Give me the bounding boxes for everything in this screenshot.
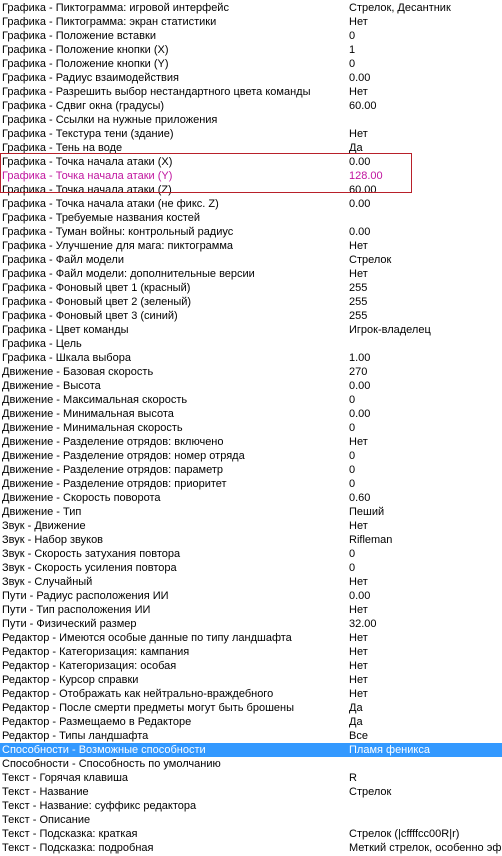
property-row-move-min-speed[interactable] xyxy=(0,421,502,435)
property-name: Движение - Скорость поворота xyxy=(2,492,161,504)
property-row-window-offset[interactable] xyxy=(0,99,502,113)
property-value: Пеший xyxy=(349,506,385,518)
property-row-ui-icon[interactable] xyxy=(0,1,502,15)
property-row-move-type[interactable] xyxy=(0,505,502,519)
property-name: Графика - Улучшение для мага: пиктограмма xyxy=(2,240,234,252)
property-name: Графика - Точка начала атаки (Z) xyxy=(2,184,172,196)
property-name: Редактор - Категоризация: особая xyxy=(2,660,177,672)
property-value: Нет xyxy=(349,520,368,532)
property-name: Редактор - Категоризация: кампания xyxy=(2,646,190,658)
property-value: Игрок-владелец xyxy=(349,324,431,336)
property-name: Текст - Название: суффикс редактора xyxy=(2,800,197,812)
property-value: 0.00 xyxy=(349,198,371,210)
property-value: 128.00 xyxy=(349,170,383,182)
property-value: Да xyxy=(349,716,363,728)
property-value: 0 xyxy=(349,30,356,42)
property-name: Движение - Тип xyxy=(2,506,82,518)
property-name: Графика - Текстура тени (здание) xyxy=(2,128,174,140)
property-value: Нет xyxy=(349,688,368,700)
property-value: 1 xyxy=(349,44,356,56)
property-name: Графика - Файл модели: дополнительные версии xyxy=(2,268,255,280)
property-row-water-shadow[interactable] xyxy=(0,141,502,155)
property-name: Графика - Файл модели xyxy=(2,254,124,266)
property-name: Пути - Тип расположения ИИ xyxy=(2,604,151,616)
property-value: 0.00 xyxy=(349,408,371,420)
property-row-pathing-ai-type[interactable] xyxy=(0,603,502,617)
property-name: Текст - Горячая клавиша xyxy=(2,772,129,784)
property-name: Движение - Минимальная скорость xyxy=(2,422,183,434)
property-value: Нет xyxy=(349,576,368,588)
property-name: Графика - Точка начала атаки (Y) xyxy=(2,170,173,182)
property-row-model-file[interactable] xyxy=(0,253,502,267)
property-value: 32.00 xyxy=(349,618,377,630)
property-name: Звук - Скорость усиления повтора xyxy=(2,562,177,574)
property-row-editor-category-campaign[interactable] xyxy=(0,645,502,659)
property-row-sound-loop-fade-in[interactable] xyxy=(0,561,502,575)
property-value: 255 xyxy=(349,296,368,308)
property-value: Нет xyxy=(349,646,368,658)
property-value: 0.00 xyxy=(349,72,371,84)
property-row-button-pos-y[interactable] xyxy=(0,57,502,71)
property-value: Нет xyxy=(349,436,368,448)
property-name: Графика - Пиктограмма: экран статистики xyxy=(2,16,217,28)
property-name: Графика - Требуемые названия костей xyxy=(2,212,201,224)
property-name: Графика - Фоновый цвет 2 (зеленый) xyxy=(2,296,192,308)
property-name: Графика - Пиктограмма: игровой интерфейс xyxy=(2,2,229,14)
property-value: Да xyxy=(349,142,363,154)
property-value: 60.00 xyxy=(349,100,377,112)
property-row-insert-position[interactable] xyxy=(0,29,502,43)
property-name: Графика - Разрешить выбор нестандартного цвета команды xyxy=(2,86,311,98)
property-row-sound-random[interactable] xyxy=(0,575,502,589)
property-name: Графика - Положение кнопки (X) xyxy=(2,44,169,56)
property-value: Нет xyxy=(349,16,368,28)
property-name: Движение - Разделение отрядов: номер отряда xyxy=(2,450,245,462)
property-row-abilities-normal[interactable] xyxy=(0,743,502,757)
property-value: Стрелок, Десантник xyxy=(349,2,451,14)
property-name: Движение - Минимальная высота xyxy=(2,408,174,420)
property-row-shadow-texture[interactable] xyxy=(0,127,502,141)
property-row-editor-neutral-hostile[interactable] xyxy=(0,687,502,701)
property-name: Движение - Разделение отрядов: приоритет xyxy=(2,478,227,490)
property-value: Нет xyxy=(349,128,368,140)
property-row-caster-upgrade-icon[interactable] xyxy=(0,239,502,253)
property-row-fog-radius[interactable] xyxy=(0,225,502,239)
property-row-launch-z[interactable] xyxy=(0,183,502,197)
property-value: 0.00 xyxy=(349,226,371,238)
property-name: Звук - Скорость затухания повтора xyxy=(2,548,181,560)
property-name: Звук - Набор звуков xyxy=(2,534,104,546)
property-name: Пути - Радиус расположения ИИ xyxy=(2,590,169,602)
property-row-interaction-radius[interactable] xyxy=(0,71,502,85)
property-name: Звук - Случайный xyxy=(2,576,93,588)
property-row-sound-set[interactable] xyxy=(0,533,502,547)
property-name: Движение - Базовая скорость xyxy=(2,366,154,378)
property-name: Графика - Положение вставки xyxy=(2,30,156,42)
property-row-custom-team-color[interactable] xyxy=(0,85,502,99)
property-row-move-base-speed[interactable] xyxy=(0,365,502,379)
property-name: Графика - Шкала выбора xyxy=(2,352,131,364)
property-name: Текст - Подсказка: краткая xyxy=(2,828,138,840)
property-row-launch-x[interactable] xyxy=(0,155,502,169)
property-row-text-editor-suffix[interactable] xyxy=(0,799,502,813)
property-name: Звук - Движение xyxy=(2,520,86,532)
property-value: 0.60 xyxy=(349,492,371,504)
property-name: Текст - Название xyxy=(2,786,89,798)
property-name: Текст - Подсказка: подробная xyxy=(2,842,154,854)
property-value: 60.00 xyxy=(349,184,377,196)
property-row-text-name[interactable] xyxy=(0,785,502,799)
property-row-turn-rate[interactable] xyxy=(0,491,502,505)
property-name: Графика - Туман войны: контрольный радиус xyxy=(2,226,234,238)
object-properties-list xyxy=(0,1,502,855)
property-row-required-bones[interactable] xyxy=(0,211,502,225)
property-row-editor-help-cursor[interactable] xyxy=(0,673,502,687)
property-row-editor-tileset-specific[interactable] xyxy=(0,631,502,645)
property-row-editor-drop-items[interactable] xyxy=(0,701,502,715)
property-row-group-sep-priority[interactable] xyxy=(0,477,502,491)
property-row-team-color[interactable] xyxy=(0,323,502,337)
property-value: Нет xyxy=(349,632,368,644)
property-name: Способности - Возможные способности xyxy=(2,744,206,756)
property-value: 0 xyxy=(349,562,356,574)
property-name: Движение - Разделение отрядов: параметр xyxy=(2,464,224,476)
property-row-launch-z-swim[interactable] xyxy=(0,197,502,211)
property-row-group-sep-enabled[interactable] xyxy=(0,435,502,449)
property-value: 0 xyxy=(349,450,356,462)
property-row-move-min-height[interactable] xyxy=(0,407,502,421)
property-row-model-extra-versions[interactable] xyxy=(0,267,502,281)
property-row-move-height[interactable] xyxy=(0,379,502,393)
property-name: Графика - Тень на воде xyxy=(2,142,123,154)
property-name: Редактор - Курсор справки xyxy=(2,674,139,686)
property-value: 0 xyxy=(349,58,356,70)
property-row-target[interactable] xyxy=(0,337,502,351)
property-name: Графика - Цель xyxy=(2,338,82,350)
property-name: Графика - Положение кнопки (Y) xyxy=(2,58,169,70)
property-value: 0 xyxy=(349,478,356,490)
property-value: Нет xyxy=(349,674,368,686)
property-name: Графика - Точка начала атаки (X) xyxy=(2,156,173,168)
property-name: Графика - Ссылки на нужные приложения xyxy=(2,114,218,126)
property-value: 0 xyxy=(349,464,356,476)
property-name: Редактор - Отображать как нейтрально-враждебного xyxy=(2,688,274,700)
property-value: Нет xyxy=(349,240,368,252)
property-row-collision-size[interactable] xyxy=(0,617,502,631)
property-row-required-addons[interactable] xyxy=(0,113,502,127)
property-row-button-pos-x[interactable] xyxy=(0,43,502,57)
property-name: Графика - Цвет команды xyxy=(2,324,129,336)
property-row-editor-placeable[interactable] xyxy=(0,715,502,729)
property-row-text-description[interactable] xyxy=(0,813,502,827)
property-name: Графика - Фоновый цвет 3 (синий) xyxy=(2,310,178,322)
property-row-launch-y[interactable] xyxy=(0,169,502,183)
property-row-group-sep-param[interactable] xyxy=(0,463,502,477)
property-row-tint-blue[interactable] xyxy=(0,309,502,323)
property-value: Нет xyxy=(349,268,368,280)
property-name: Редактор - После смерти предметы могут быть брошены xyxy=(2,702,294,714)
property-name: Графика - Радиус взаимодействия xyxy=(2,72,179,84)
property-row-editor-category-special[interactable] xyxy=(0,659,502,673)
property-value: Все xyxy=(349,730,368,742)
property-name: Графика - Фоновый цвет 1 (красный) xyxy=(2,282,191,294)
property-row-score-icon[interactable] xyxy=(0,15,502,29)
property-value: 0 xyxy=(349,422,356,434)
property-value: Стрелок xyxy=(349,254,392,266)
property-value: Нет xyxy=(349,604,368,616)
property-value: Пламя феникса xyxy=(349,744,430,756)
property-name: Графика - Сдвиг окна (градусы) xyxy=(2,100,165,112)
property-name: Движение - Высота xyxy=(2,380,101,392)
property-row-text-tooltip-extended[interactable] xyxy=(0,841,502,855)
property-value: 0 xyxy=(349,548,356,560)
property-name: Текст - Описание xyxy=(2,814,91,826)
property-value: Нет xyxy=(349,660,368,672)
property-row-pathing-ai-radius[interactable] xyxy=(0,589,502,603)
property-name: Движение - Максимальная скорость xyxy=(2,394,188,406)
property-row-tint-red[interactable] xyxy=(0,281,502,295)
property-row-abilities-default[interactable] xyxy=(0,757,502,771)
property-value: 0 xyxy=(349,394,356,406)
property-value: Меткий стрелок, особенно эф xyxy=(349,842,502,854)
property-name: Редактор - Типы ландшафта xyxy=(2,730,149,742)
property-name: Редактор - Имеются особые данные по типу ландшафта xyxy=(2,632,292,644)
property-row-text-hotkey[interactable] xyxy=(0,771,502,785)
property-value: 1.00 xyxy=(349,352,371,364)
property-row-move-max-speed[interactable] xyxy=(0,393,502,407)
property-value: 270 xyxy=(349,366,368,378)
property-row-sound-movement[interactable] xyxy=(0,519,502,533)
property-name: Редактор - Размещаемо в Редакторе xyxy=(2,716,192,728)
property-row-sound-loop-fade-out[interactable] xyxy=(0,547,502,561)
property-value: 0.00 xyxy=(349,380,371,392)
property-value: Да xyxy=(349,702,363,714)
property-name: Пути - Физический размер xyxy=(2,618,137,630)
property-row-editor-tilesets[interactable] xyxy=(0,729,502,743)
property-value: 255 xyxy=(349,282,368,294)
property-row-group-sep-group-number[interactable] xyxy=(0,449,502,463)
property-value: 0.00 xyxy=(349,590,371,602)
property-name: Движение - Разделение отрядов: включено xyxy=(2,436,224,448)
property-value: 0.00 xyxy=(349,156,371,168)
property-value: R xyxy=(349,772,357,784)
property-row-text-tooltip[interactable] xyxy=(0,827,502,841)
property-value: Стрелок xyxy=(349,786,392,798)
property-name: Графика - Точка начала атаки (не фикс. Z) xyxy=(2,198,219,210)
property-value: Rifleman xyxy=(349,534,393,546)
property-row-tint-green[interactable] xyxy=(0,295,502,309)
property-name: Способности - Способность по умолчанию xyxy=(2,758,221,770)
property-value: 255 xyxy=(349,310,368,322)
property-value: Стрелок (|cffffcc00R|r) xyxy=(349,828,460,840)
property-row-selection-scale[interactable] xyxy=(0,351,502,365)
property-value: Нет xyxy=(349,86,368,98)
